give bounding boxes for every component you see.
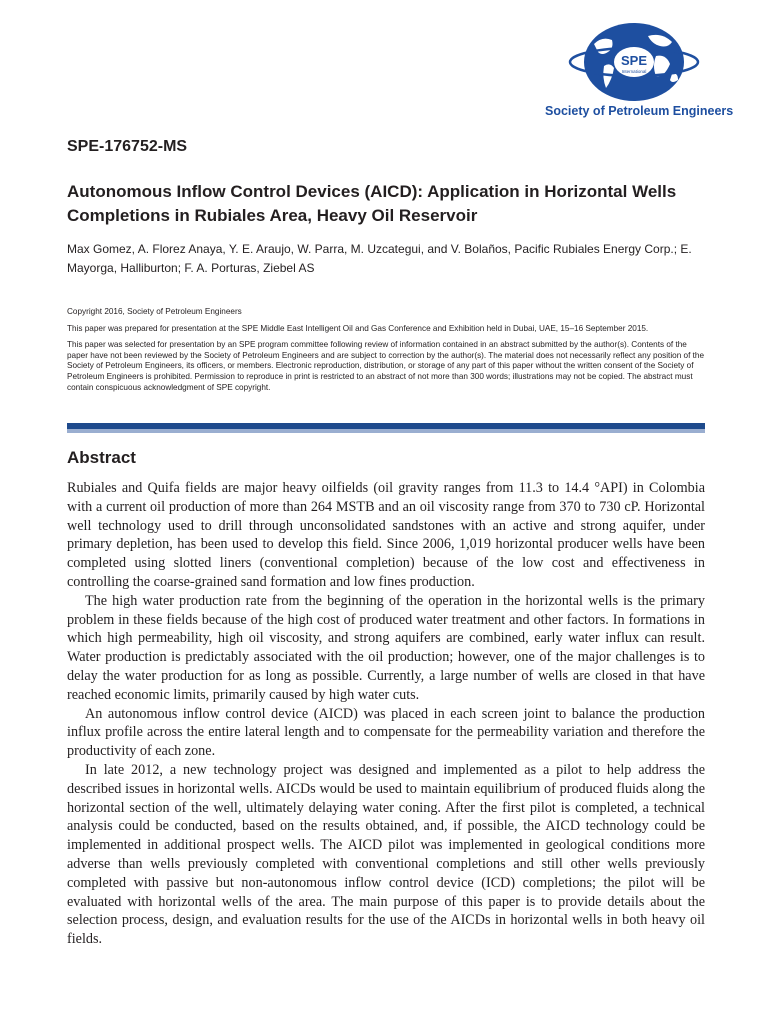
spe-badge-text: SPE (620, 53, 648, 68)
copyright-notices (67, 307, 707, 399)
author-list: Max Gomez, A. Florez Anaya, Y. E. Araujo, W. Parra, M. Uzcategui, and V. Bolaños, Pacific Rubiales Energy Corp.; E. Mayorga, Halliburton; F. A. Porturas, Ziebel AS (67, 242, 692, 275)
spe-logo (545, 22, 734, 122)
spe-globe-icon (564, 22, 704, 102)
spe-badge-subtext: International (621, 69, 647, 74)
paper-number: SPE-176752-MS (67, 138, 188, 155)
copyright-line: Copyright 2016, Society of Petroleum Engineers (67, 307, 242, 316)
presentation-notice: This paper was prepared for presentation at the SPE Middle East Intelligent Oil and Gas Conference and Exhibition held in Dubai, UAE, 15–16 September 2015. (67, 323, 649, 333)
abstract-body (67, 479, 705, 949)
abstract-heading: Abstract (67, 448, 136, 467)
abstract-paragraph: In late 2012, a new technology project was designed and implemented as a pilot to help address the described issues in horizontal wells. AICDs would be used to maintain equilibrium of produced fluids along the horizontal section of the well, ultimately delaying water coning. After the first pilot is completed, a technical analysis could be conducted, based on the results obtained, and, if possible, the AICD technology could be implemented in additional prospect wells. The AICD pilot was implemented in geological conditions more adverse than wells previously completed with conventional completions and still other wells previously completed with passive but non-autonomous inflow control device (ICD) completions; the pilot will be evaluated with horizontal wells of the area. The main purpose of this paper is to provide details about the selection process, design, and evaluation results for the use of the AICDs in horizontal wells in both heavy oil fields. (67, 761, 705, 948)
society-name: Society of Petroleum Engineers (545, 104, 734, 118)
abstract-paragraph: An autonomous inflow control device (AICD) was placed in each screen joint to balance the production influx profile across the entire lateral length and to compensate for the permeability variation and therefore the productivity of each zone. (67, 705, 705, 760)
abstract-paragraph: Rubiales and Quifa fields are major heavy oilfields (oil gravity ranges from 11.3 to 14.4 °API) in Colombia with a current oil production of more than 264 MSTB and an oil viscosity range from 370 to 730 cP. Horizontal well technology used to drill through unconsolidated sandstones with an active and strong aquifer, under primary depletion, has been used to develop this field. Since 2006, 1,019 horizontal producer wells have been completed using slotted liners (conventional completion) because of the low cost and effectiveness in controlling the coarse-grained sand formation and low fines production. (67, 480, 705, 590)
section-divider-light (67, 429, 705, 433)
abstract-paragraph: The high water production rate from the beginning of the operation in the horizontal wells is the primary problem in these fields because of the high cost of produced water treatment and other factors. In formations in which high permeability, high oil viscosity, and strong aquifers are combined, early water influx can result. Water production is predictably associated with the oil production; however, one of the major challenges is to delay the water production for as long as possible. Currently, a large number of wells are closed in that have reached economic limits, primarily caused by high water cuts. (67, 592, 705, 703)
paper-title: Autonomous Inflow Control Devices (AICD): Application in Horizontal Wells Completions in Rubiales Area, Heavy Oil Reservoir (67, 182, 677, 225)
review-notice: This paper was selected for presentation by an SPE program committee following review of information contained in an abstract submitted by the author(s). Contents of the paper have not been reviewed by the Society of Petroleum Engineers and are subject to correction by the author(s). The material does not necessarily reflect any position of the Society of Petroleum Engineers, its officers, or members. Electronic reproduction, distribution, or storage of any part of this paper without the written consent of the Society of Petroleum Engineers is prohibited. Permission to reproduce in print is restricted to an abstract of not more than 300 words; illustrations may not be copied. The abstract must contain conspicuous acknowledgment of SPE copyright. (67, 340, 705, 392)
